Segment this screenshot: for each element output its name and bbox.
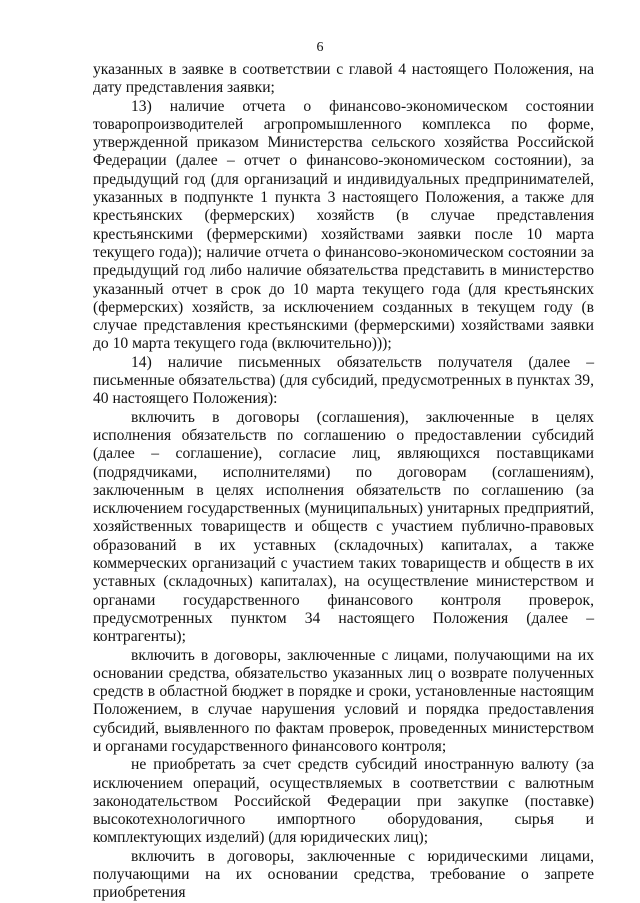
page-number: 6	[316, 40, 324, 55]
paragraph-item-14: 14) наличие письменных обязательств получателя (далее – письменные обязательства) (для субсидий, предусмотренных в пунктах 39, 40 настоящего Положения):	[93, 353, 594, 408]
paragraph-obligation-contracts: включить в договоры (соглашения), заключенные в целях исполнения обязательств по соглашению о предоставлении субсидий (далее – соглашение), согласие лиц, являющихся поставщиками (подрядчиками, исполнителями) по договорам (соглашениям), заключенным в целях исполнения обязательств по соглашению (за исключением государственных (муниципальных) унитарных предприятий, хозяйственных товариществ и обществ с участием публично-правовых образований в их уставных (складочных) капиталах, а также коммерческих организаций с участием таких товариществ и обществ в их уставных (складочных) капиталах), на осуществление министерством и органами государственного финансового контроля проверок, предусмотренных пунктом 34 настоящего Положения (далее – контрагенты);	[93, 408, 594, 646]
paragraph-obligation-currency: не приобретать за счет средств субсидий иностранную валюту (за исключением операций, осуществляемых в соответствии с валютным законодательством Российской Федерации при закупке (поставке) высокотехнологичного импортного оборудования, сырья и комплектующих изделий) (для юридических лиц);	[93, 756, 594, 847]
paragraph-continuation: указанных в заявке в соответствии с главой 4 настоящего Положения, на дату представления заявки;	[93, 61, 594, 97]
paragraph-obligation-refund: включить в договоры, заключенные с лицами, получающими на их основании средства, обязательство указанных лиц о возврате полученных средств в областной бюджет в порядке и сроки, установленные настоящим Положением, в случае нарушения условий и порядка предоставления субсидий, выявленного по фактам проверок, проведенных министерством и органами государственного финансового контроля;	[93, 646, 594, 755]
paragraph-obligation-legal-entities: включить в договоры, заключенные с юридическими лицами, получающими на их основании средства, требование о запрете приобретения	[93, 847, 594, 902]
paragraph-item-13: 13) наличие отчета о финансово-экономическом состоянии товаропроизводителей агропромышленного комплекса по форме, утвержденной приказом Министерства сельского хозяйства Российской Федерации (далее – отчет о финансово-экономическом состоянии), за предыдущий год (для организаций и индивидуальных предпринимателей, указанных в подпункте 1 пункта 3 настоящего Положения, а также для крестьянских (фермерских) хозяйств (в случае представления крестьянскими (фермерскими) хозяйствами заявки после 10 марта текущего года)); наличие отчета о финансово-экономическом состоянии за предыдущий год либо наличие обязательства представить в министерство указанный отчет в срок до 10 марта текущего года (для крестьянских (фермерских) хозяйств, за исключением созданных в текущем году (в случае представления крестьянскими (фермерскими) хозяйствами заявки до 10 марта текущего года (включительно)));	[93, 97, 594, 353]
body-text	[93, 61, 594, 903]
